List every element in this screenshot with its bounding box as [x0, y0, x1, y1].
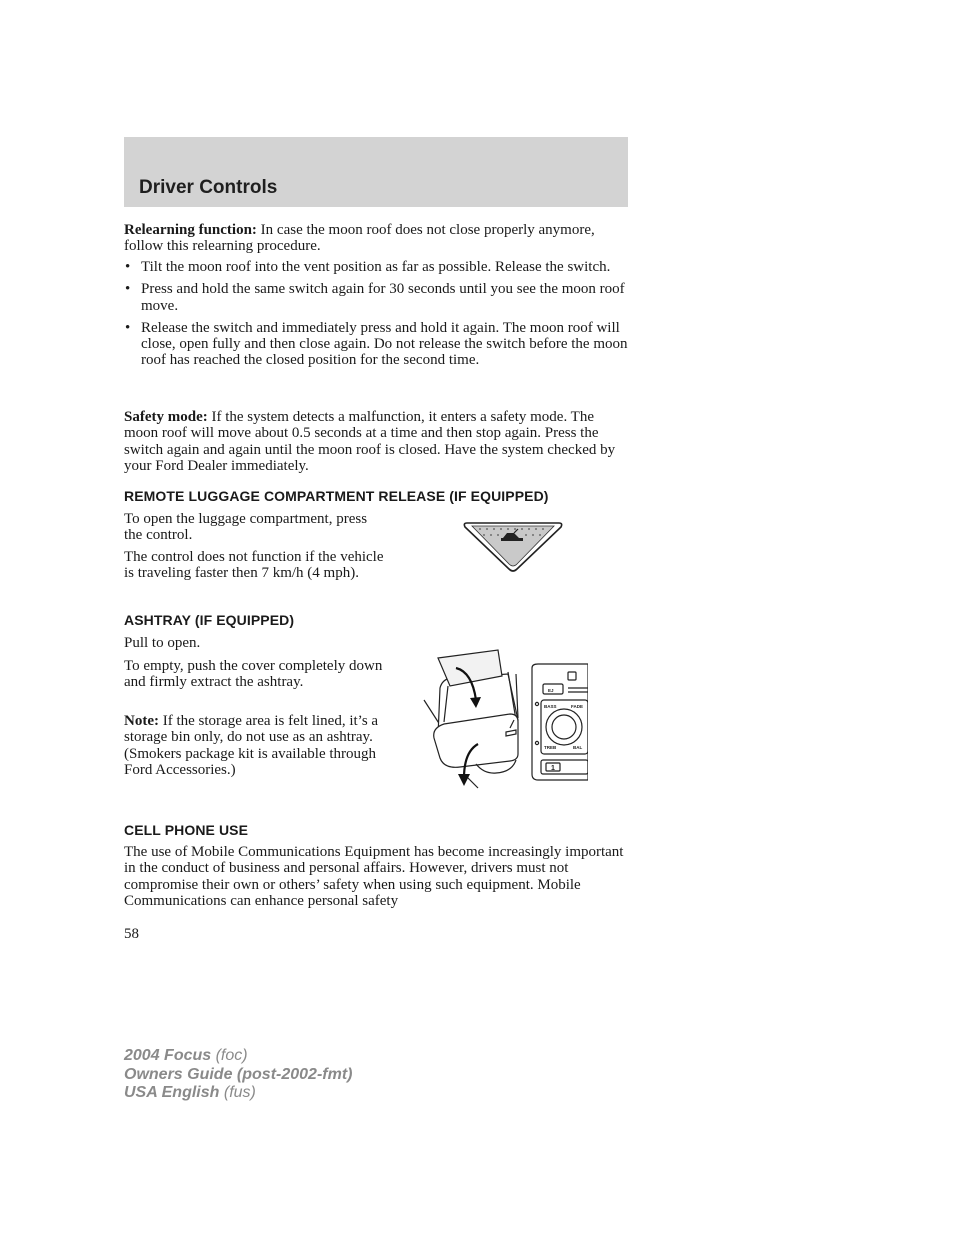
- ashtray-heading: ASHTRAY (IF EQUIPPED): [124, 612, 295, 628]
- note-label: Note:: [124, 713, 159, 729]
- list-item: [124, 259, 630, 275]
- safety-text: If the system detects a malfunction, it enters a safety mode. The moon roof will move about 0.5 seconds at a time and then stop again. Press the switch again and again until the moon roof is closed. Have the system checked by your Ford Dealer immediately.: [124, 409, 616, 474]
- bass-label: BASS: [544, 704, 557, 709]
- step-text: Press and hold the same switch again for 30 seconds until you see the moon roof move.: [141, 281, 625, 314]
- footer-model-code: (foc): [211, 1047, 248, 1064]
- relearning-text: In case the moon roof does not close properly anymore, follow this relearning procedure.: [124, 222, 595, 255]
- bal-label: BAL: [573, 745, 583, 750]
- luggage-p1: To open the luggage compartment, press the control.: [124, 511, 368, 544]
- footer-line-2: [124, 1066, 352, 1085]
- preset-label: 1: [551, 765, 555, 772]
- note-text: If the storage area is felt lined, it’s a storage bin only, do not use as an ashtray. (Smokers package kit is available through Ford Accessories.): [124, 713, 379, 778]
- document-footer: [124, 1047, 352, 1103]
- step-text: Release the switch and immediately press and hold it again. The moon roof will close, open fully and then close again. Do not release the switch before the moon roof has reached the closed position for the second time.: [141, 319, 628, 369]
- ashtray-p2: To empty, push the cover completely down and firmly extract the ashtray.: [124, 658, 383, 691]
- eject-label: EJ: [548, 688, 554, 693]
- ashtray-p1: Pull to open.: [124, 635, 201, 651]
- footer-language: USA English: [124, 1084, 220, 1101]
- ashtray-note: [124, 713, 384, 778]
- footer-model: 2004 Focus: [124, 1047, 212, 1064]
- step-text: Tilt the moon roof into the vent position as far as possible. Release the switch.: [141, 259, 611, 275]
- relearning-paragraph: [124, 222, 624, 255]
- footer-line-1: [124, 1047, 352, 1066]
- footer-language-code: (fus): [219, 1084, 256, 1101]
- cell-heading: CELL PHONE USE: [124, 822, 249, 838]
- page-number: 58: [124, 926, 139, 942]
- list-item: [124, 281, 630, 314]
- footer-line-3: [124, 1084, 352, 1103]
- luggage-heading: REMOTE LUGGAGE COMPARTMENT RELEASE (IF EQUIPPED): [124, 488, 549, 504]
- relearning-label: Relearning function:: [124, 222, 257, 238]
- safety-paragraph: [124, 409, 624, 474]
- fade-label: FADE: [571, 704, 584, 709]
- ashtray-illustration: [420, 648, 588, 790]
- bullet-icon: •: [125, 281, 131, 298]
- relearning-steps: [124, 259, 630, 369]
- page-title: Driver Controls: [139, 177, 278, 198]
- bullet-icon: •: [125, 259, 131, 275]
- trunk-release-button-icon: [462, 520, 564, 574]
- treb-label: TREB: [544, 745, 557, 750]
- bullet-icon: •: [125, 319, 131, 336]
- cell-paragraph: The use of Mobile Communications Equipment has become increasingly important in the conduct of business and personal affairs. However, drivers must not compromise their own or others’ safety when using such equipment. Mobile Communications can enhance personal safety: [124, 844, 624, 909]
- safety-label: Safety mode:: [124, 409, 208, 425]
- luggage-p2: The control does not function if the vehicle is traveling faster then 7 km/h (4 mph).: [124, 549, 384, 582]
- list-item: [124, 320, 630, 369]
- footer-guide: Owners Guide (post-2002-fmt): [124, 1065, 353, 1083]
